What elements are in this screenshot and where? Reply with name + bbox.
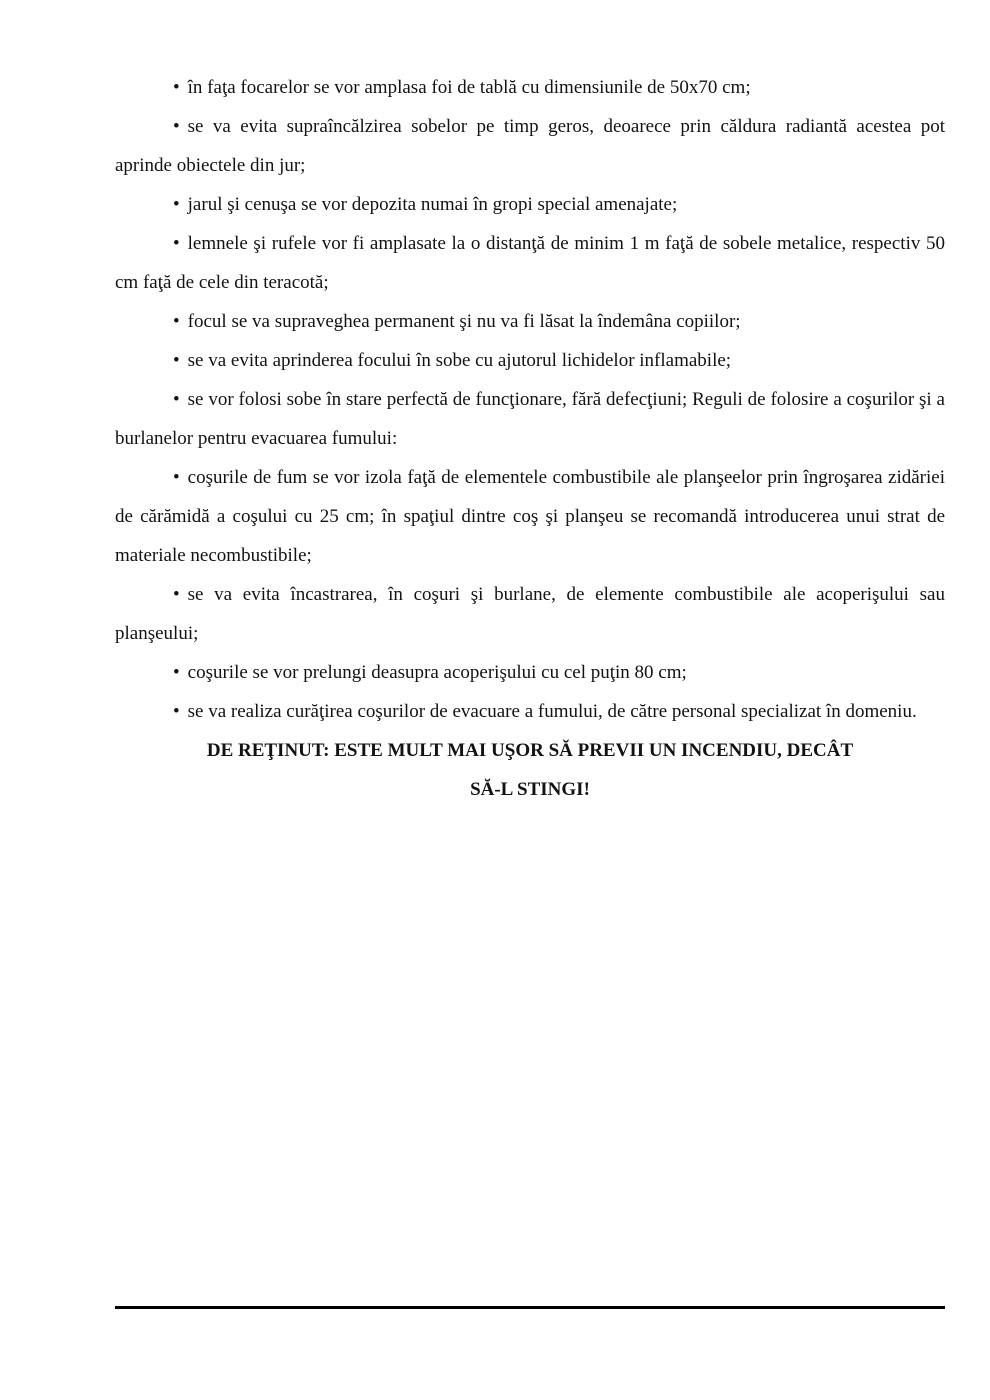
bullet-text: în faţa focarelor se vor amplasa foi de tablă cu dimensiunile de 50x70 cm; <box>187 77 751 98</box>
closing-line-2: SĂ-L STINGI! <box>470 779 590 800</box>
bullet-item <box>115 185 945 224</box>
bullet-text: se va evita încastrarea, în coşuri şi burlane, de elemente combustibile ale acoperişului sau planşeului; <box>115 584 945 644</box>
bullet-icon: • <box>173 389 180 410</box>
footer-divider-line <box>115 1306 945 1309</box>
bullet-item <box>115 107 945 185</box>
bullet-icon: • <box>173 584 180 605</box>
bullet-icon: • <box>173 701 180 722</box>
bullet-item <box>115 224 945 302</box>
bullet-item <box>115 302 945 341</box>
bullet-icon: • <box>173 77 180 98</box>
bullet-text: se va realiza curăţirea coşurilor de evacuare a fumului, de către personal specializat în domeniu. <box>187 701 917 722</box>
bullet-item <box>115 575 945 653</box>
bullet-item <box>115 653 945 692</box>
bullet-list <box>115 68 945 731</box>
bullet-text: jarul şi cenuşa se vor depozita numai în gropi special amenajate; <box>187 194 678 215</box>
bullet-text: se va evita aprinderea focului în sobe cu ajutorul lichidelor inflamabile; <box>187 350 732 371</box>
bullet-icon: • <box>173 311 180 332</box>
bullet-icon: • <box>173 233 180 254</box>
bullet-text: lemnele şi rufele vor fi amplasate la o distanţă de minim 1 m faţă de sobele metalice, respectiv 50 cm faţă de cele din teracotă; <box>115 233 945 293</box>
closing-statement <box>115 731 945 809</box>
bullet-text: se vor folosi sobe în stare perfectă de funcţionare, fără defecţiuni; Reguli de folosire a coşurilor şi a burlanelor pentru evacuarea fumului: <box>115 389 945 449</box>
bullet-text: coşurile de fum se vor izola faţă de elementele combustibile ale planşeelor prin îngroşarea zidăriei de cărămidă a coşului cu 25 cm; în spaţiul dintre coş şi planşeu se recomandă introducerea unui strat de materiale necombustibile; <box>115 467 945 566</box>
bullet-icon: • <box>173 194 180 215</box>
bullet-text: coşurile se vor prelungi deasupra acoperişului cu cel puţin 80 cm; <box>187 662 687 683</box>
bullet-text: focul se va supraveghea permanent şi nu va fi lăsat la îndemâna copiilor; <box>187 311 741 332</box>
bullet-icon: • <box>173 350 180 371</box>
closing-line-1: DE REŢINUT: ESTE MULT MAI UŞOR SĂ PREVII UN INCENDIU, DECÂT <box>206 740 854 761</box>
bullet-icon: • <box>173 467 180 488</box>
bullet-item <box>115 692 945 731</box>
bullet-item <box>115 341 945 380</box>
bullet-icon: • <box>173 116 180 137</box>
bullet-item <box>115 380 945 458</box>
bullet-icon: • <box>173 662 180 683</box>
bullet-item <box>115 458 945 575</box>
bullet-text: se va evita supraîncălzirea sobelor pe timp geros, deoarece prin căldura radiantă acestea pot aprinde obiectele din jur; <box>115 116 945 176</box>
bullet-item <box>115 68 945 107</box>
document-body <box>115 68 945 809</box>
